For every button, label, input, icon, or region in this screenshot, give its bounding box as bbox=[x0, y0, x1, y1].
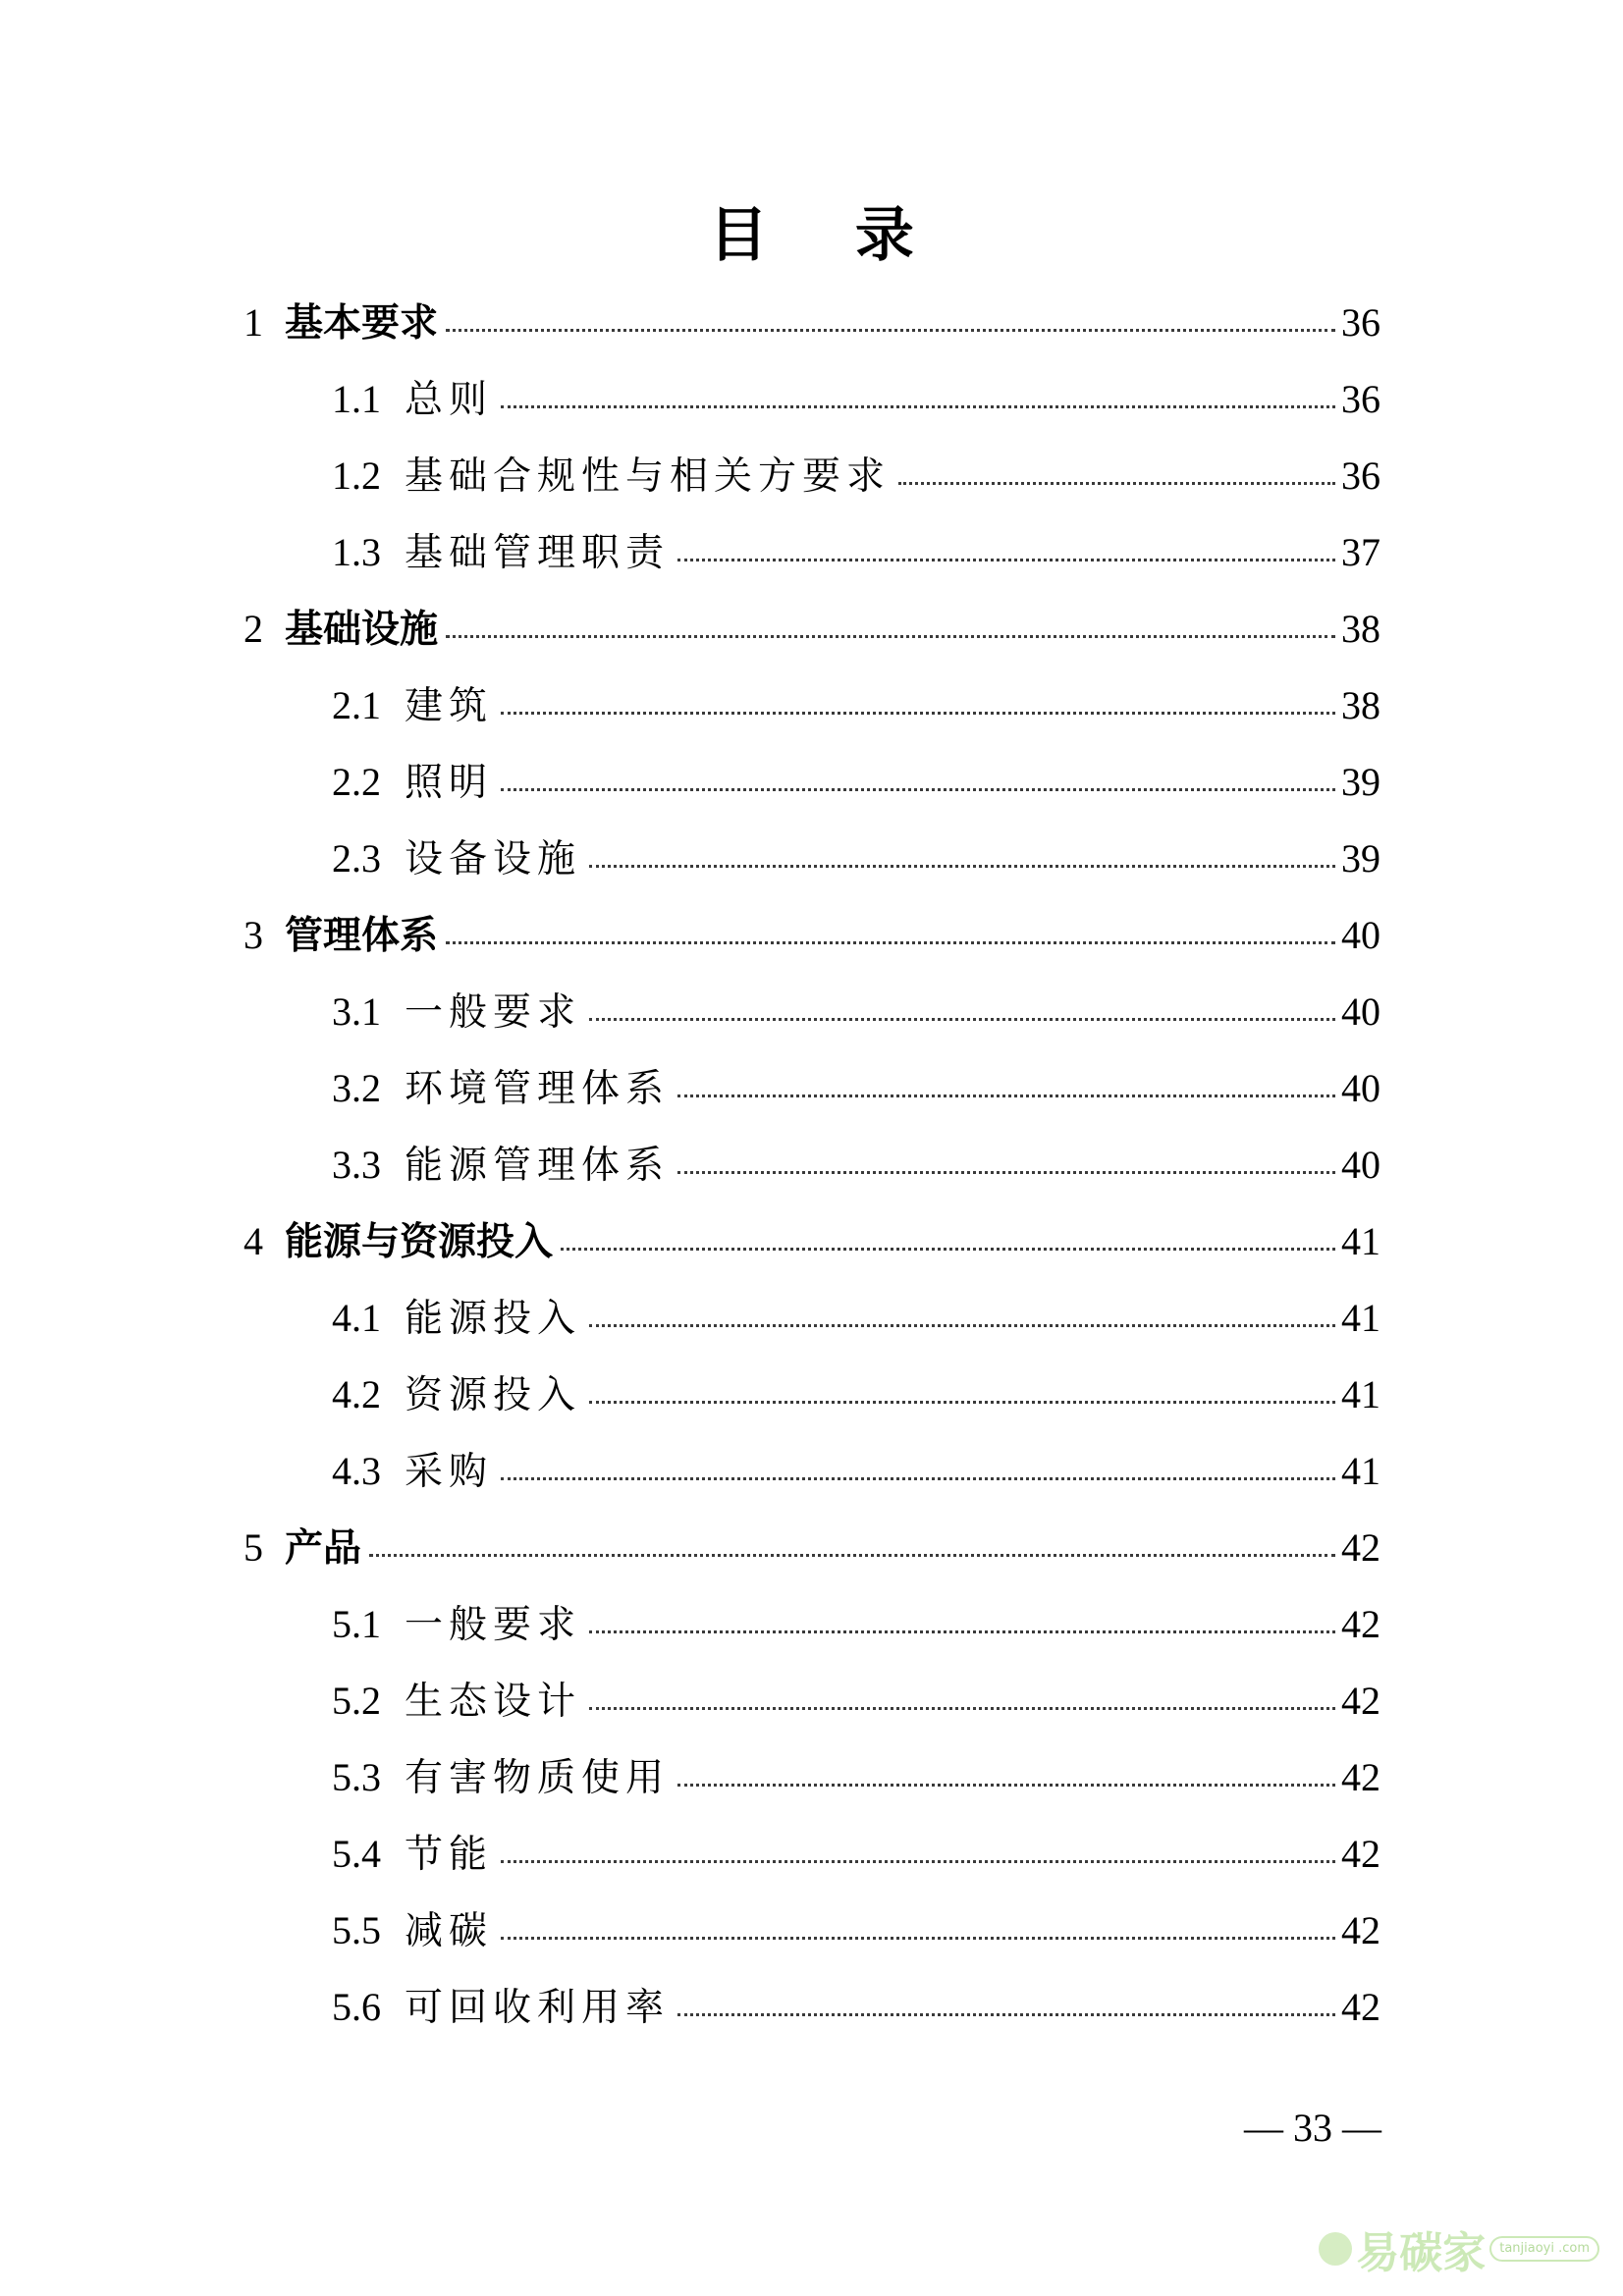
toc-entry-page: 38 bbox=[1341, 607, 1380, 651]
toc-entry-page: 40 bbox=[1341, 913, 1380, 957]
toc-section-row[interactable] bbox=[332, 438, 1380, 514]
toc-entry-number: 3 bbox=[243, 913, 263, 957]
toc-entry-number: 1 bbox=[243, 300, 263, 345]
toc-dot-leader bbox=[898, 482, 1335, 485]
toc-entry-label: 建筑 bbox=[405, 684, 494, 728]
toc-section-row[interactable] bbox=[332, 1357, 1380, 1433]
toc-entry-page: 36 bbox=[1341, 454, 1380, 498]
toc-entry-label: 总则 bbox=[405, 378, 494, 422]
toc-entry-page: 36 bbox=[1341, 300, 1380, 345]
toc-entry-label: 一般要求 bbox=[405, 990, 582, 1035]
toc-entry-number: 3.2 bbox=[332, 1066, 381, 1110]
toc-section-row[interactable] bbox=[332, 514, 1380, 591]
toc-dot-leader bbox=[501, 1860, 1335, 1863]
toc-entry-number: 3.1 bbox=[332, 989, 381, 1034]
toc-entry-number: 5.4 bbox=[332, 1832, 381, 1876]
toc-entry-number: 3.3 bbox=[332, 1143, 381, 1187]
toc-entry-label: 能源与资源投入 bbox=[285, 1220, 554, 1264]
toc-section-row[interactable] bbox=[332, 821, 1380, 897]
toc-dot-leader bbox=[677, 1784, 1335, 1787]
toc-entry-page: 36 bbox=[1341, 377, 1380, 421]
toc-section-row[interactable] bbox=[332, 1893, 1380, 1969]
toc-section-row[interactable] bbox=[332, 1280, 1380, 1357]
toc-entry-label: 能源投入 bbox=[405, 1297, 582, 1341]
toc-section-row[interactable] bbox=[332, 744, 1380, 821]
toc-entry-label: 节能 bbox=[405, 1833, 494, 1877]
toc-section-row[interactable] bbox=[332, 1433, 1380, 1510]
toc-dot-leader bbox=[501, 1937, 1335, 1940]
toc-section-row[interactable] bbox=[332, 1969, 1380, 2046]
toc-entry-page: 42 bbox=[1341, 1525, 1380, 1570]
watermark-brand: 易碳家 bbox=[1356, 2228, 1487, 2278]
toc-entry-page: 41 bbox=[1341, 1372, 1380, 1416]
toc-chapter-row[interactable] bbox=[243, 591, 1380, 667]
toc-dot-leader bbox=[589, 1018, 1335, 1021]
toc-entry-number: 4.3 bbox=[332, 1449, 381, 1493]
toc-entry-page: 39 bbox=[1341, 760, 1380, 804]
toc-title: 目 录 bbox=[709, 201, 947, 270]
toc-entry-page: 37 bbox=[1341, 530, 1380, 574]
toc-dot-leader bbox=[501, 1477, 1335, 1480]
toc-dot-leader bbox=[589, 865, 1335, 868]
toc-entry-page: 40 bbox=[1341, 1143, 1380, 1187]
toc-chapter-row[interactable] bbox=[243, 1510, 1380, 1586]
toc-dot-leader bbox=[501, 788, 1335, 791]
toc-dot-leader bbox=[589, 1324, 1335, 1327]
toc-dot-leader bbox=[677, 1095, 1335, 1097]
toc-entry-number: 5.6 bbox=[332, 1985, 381, 2029]
toc-entry-number: 2.1 bbox=[332, 683, 381, 727]
toc-entry-label: 管理体系 bbox=[285, 914, 439, 958]
toc-entry-number: 1.2 bbox=[332, 454, 381, 498]
toc-dot-leader bbox=[589, 1707, 1335, 1710]
toc-entry-page: 41 bbox=[1341, 1296, 1380, 1340]
toc-entry-label: 可回收利用率 bbox=[405, 1986, 671, 2030]
toc-section-row[interactable] bbox=[332, 1739, 1380, 1816]
watermark-logo-icon bbox=[1319, 2232, 1352, 2266]
toc-dot-leader bbox=[446, 329, 1335, 332]
toc-entry-number: 1.1 bbox=[332, 377, 381, 421]
toc-entry-label: 产品 bbox=[285, 1526, 362, 1571]
toc-chapter-row[interactable] bbox=[243, 285, 1380, 361]
toc-entry-page: 42 bbox=[1341, 1832, 1380, 1876]
toc-entry-page: 42 bbox=[1341, 1908, 1380, 1952]
toc-entry-label: 能源管理体系 bbox=[405, 1144, 671, 1188]
toc-entry-page: 42 bbox=[1341, 1985, 1380, 2029]
toc-chapter-row[interactable] bbox=[243, 1203, 1380, 1280]
toc-entry-page: 42 bbox=[1341, 1679, 1380, 1723]
toc-entry-number: 2.3 bbox=[332, 836, 381, 881]
toc-entry-label: 一般要求 bbox=[405, 1603, 582, 1647]
toc-section-row[interactable] bbox=[332, 667, 1380, 744]
toc-section-row[interactable] bbox=[332, 1586, 1380, 1663]
toc-entry-page: 39 bbox=[1341, 836, 1380, 881]
toc-entry-number: 1.3 bbox=[332, 530, 381, 574]
toc-dot-leader bbox=[589, 1630, 1335, 1633]
toc-entry-page: 40 bbox=[1341, 989, 1380, 1034]
toc-entry-label: 减碳 bbox=[405, 1909, 494, 1953]
toc-entry-label: 资源投入 bbox=[405, 1373, 582, 1417]
toc-section-row[interactable] bbox=[332, 1663, 1380, 1739]
toc-entry-label: 基本要求 bbox=[285, 301, 439, 346]
toc-entry-label: 采购 bbox=[405, 1450, 494, 1494]
toc-entry-page: 38 bbox=[1341, 683, 1380, 727]
toc-dot-leader bbox=[501, 405, 1335, 408]
toc-entry-label: 基础管理职责 bbox=[405, 531, 671, 575]
toc-dot-leader bbox=[677, 2013, 1335, 2016]
toc-entry-page: 41 bbox=[1341, 1449, 1380, 1493]
toc-section-row[interactable] bbox=[332, 361, 1380, 438]
toc-entry-number: 4.1 bbox=[332, 1296, 381, 1340]
toc-entry-page: 41 bbox=[1341, 1219, 1380, 1263]
toc-entry-number: 2.2 bbox=[332, 760, 381, 804]
toc-entry-number: 4.2 bbox=[332, 1372, 381, 1416]
toc-dot-leader bbox=[501, 712, 1335, 715]
toc-section-row[interactable] bbox=[332, 1816, 1380, 1893]
toc-entry-number: 4 bbox=[243, 1219, 263, 1263]
toc-entry-label: 设备设施 bbox=[405, 837, 582, 881]
toc-entry-label: 生态设计 bbox=[405, 1680, 582, 1724]
toc-chapter-row[interactable] bbox=[243, 897, 1380, 974]
toc-entry-number: 5.3 bbox=[332, 1755, 381, 1799]
toc-entry-number: 5.5 bbox=[332, 1908, 381, 1952]
toc-dot-leader bbox=[446, 635, 1335, 638]
toc-dot-leader bbox=[677, 559, 1335, 561]
toc-dot-leader bbox=[446, 941, 1335, 944]
toc-entry-label: 基础合规性与相关方要求 bbox=[405, 454, 892, 499]
toc-entry-page: 40 bbox=[1341, 1066, 1380, 1110]
watermark-domain: tanjiaoyi .com bbox=[1489, 2236, 1599, 2262]
toc-entry-number: 5 bbox=[243, 1525, 263, 1570]
toc-entry-number: 5.2 bbox=[332, 1679, 381, 1723]
toc-entry-page: 42 bbox=[1341, 1755, 1380, 1799]
toc-entry-label: 基础设施 bbox=[285, 608, 439, 652]
toc-entry-label: 照明 bbox=[405, 761, 494, 805]
page-number: — 33 — bbox=[1244, 2106, 1381, 2150]
toc-section-row[interactable] bbox=[332, 1050, 1380, 1127]
watermark bbox=[1319, 2217, 1599, 2280]
toc-entry-page: 42 bbox=[1341, 1602, 1380, 1646]
toc-entry-label: 有害物质使用 bbox=[405, 1756, 671, 1800]
toc-entry-number: 5.1 bbox=[332, 1602, 381, 1646]
toc-section-row[interactable] bbox=[332, 1127, 1380, 1203]
toc-entry-label: 环境管理体系 bbox=[405, 1067, 671, 1111]
toc-entry-number: 2 bbox=[243, 607, 263, 651]
toc-dot-leader bbox=[369, 1554, 1335, 1557]
toc-dot-leader bbox=[677, 1171, 1335, 1174]
toc-dot-leader bbox=[561, 1248, 1335, 1251]
toc-section-row[interactable] bbox=[332, 974, 1380, 1050]
toc-dot-leader bbox=[589, 1401, 1335, 1404]
